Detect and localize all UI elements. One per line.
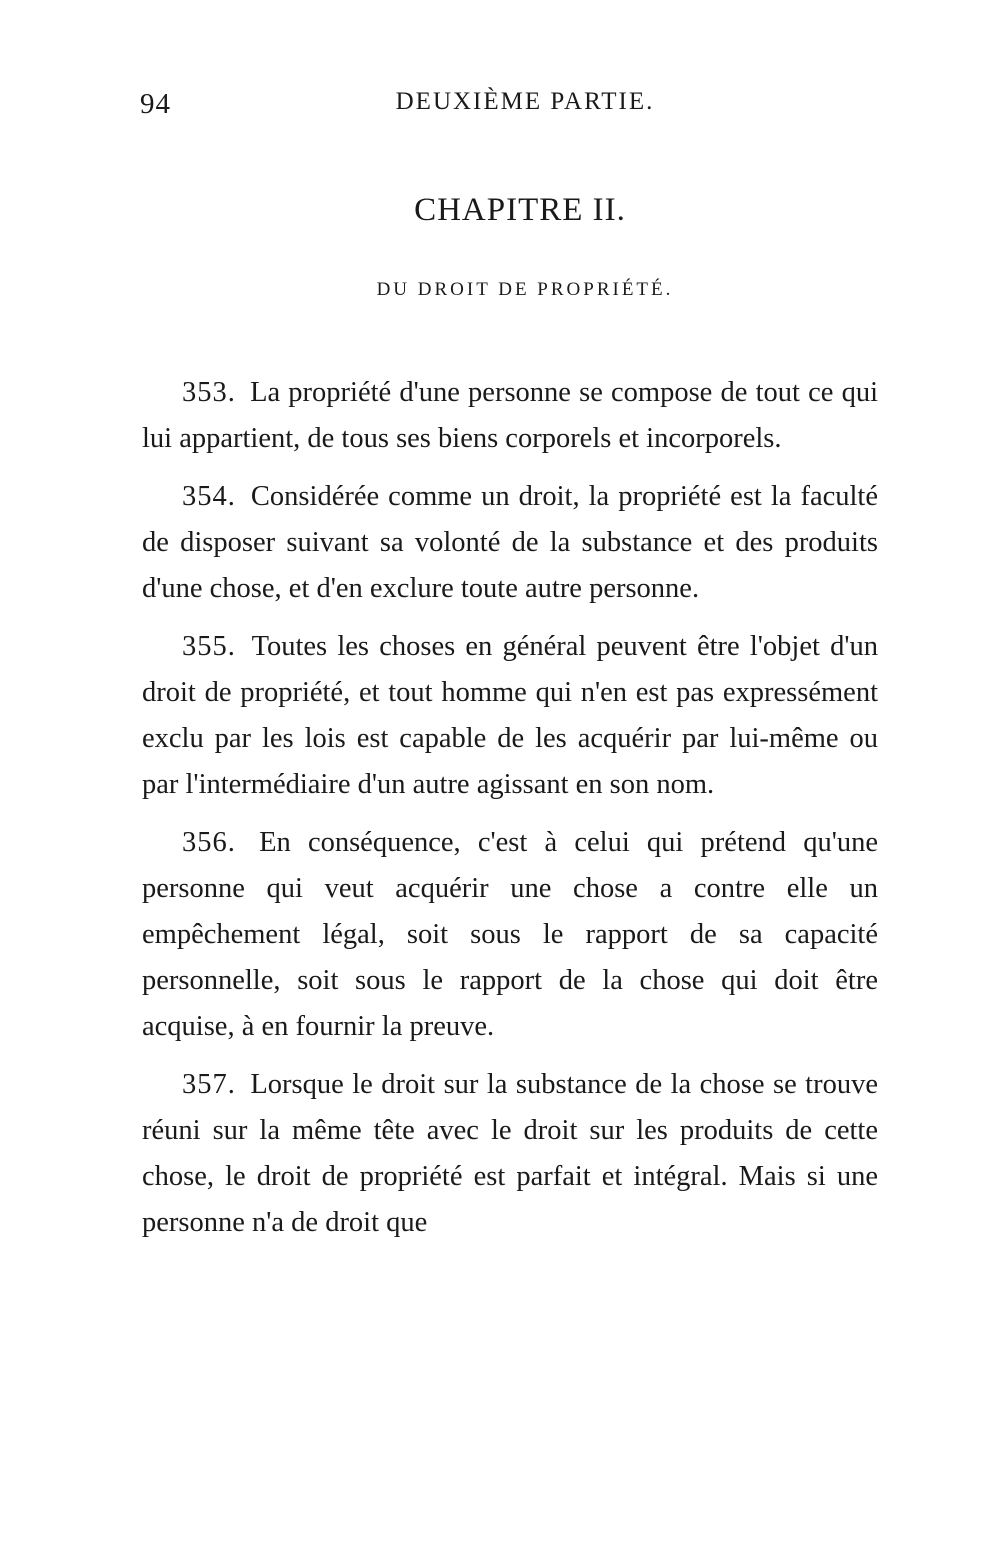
paragraph-357	[142, 1062, 878, 1246]
running-title: DEUXIÈME PARTIE.	[395, 88, 655, 115]
paragraph-text: Lorsque le droit sur la substance de la chose se trouve réuni sur la même tête avec le droit sur les produits de cette chose, le droit de propriété est parfait et intégral. Mais si une personne n'a de droit que	[142, 1069, 878, 1238]
paragraph-text: En conséquence, c'est à celui qui prétend qu'une personne qui veut acquérir une chose a contre elle un empêchement légal, soit sous le rapport de sa capacité personnelle, soit sous le rapport de la chose qui doit être acquise, à en fournir la preuve.	[142, 827, 878, 1042]
chapter-title: CHAPITRE II.	[414, 192, 626, 228]
body-text	[142, 370, 878, 1258]
paragraph-text: Considérée comme un droit, la propriété est la faculté de disposer suivant sa volonté de la substance et des produits d'une chose, et d'en exclure toute autre personne.	[142, 481, 879, 604]
paragraph-number: 356.	[182, 827, 236, 858]
paragraph-text: La propriété d'une personne se compose de tout ce qui lui appartient, de tous ses biens corporels et incorporels.	[142, 377, 878, 454]
running-head	[140, 88, 880, 128]
paragraph-number: 355.	[182, 631, 236, 662]
paragraph-number: 354.	[182, 481, 236, 512]
paragraph-356	[142, 820, 878, 1050]
chapter-subtitle: DU DROIT DE PROPRIÉTÉ.	[376, 279, 674, 300]
paragraph-number: 357.	[182, 1069, 236, 1100]
page-number: 94	[140, 88, 171, 120]
paragraph-353	[142, 370, 878, 462]
paragraph-number: 353.	[182, 377, 236, 408]
paragraph-354	[142, 474, 878, 612]
paragraph-text: Toutes les choses en général peuvent être l'objet d'un droit de propriété, et tout homme qui n'en est pas expressément exclu par les lois est capable de les acquérir par lui-même ou par l'intermédiaire d'un autre agissant en son nom.	[142, 631, 878, 800]
paragraph-355	[142, 624, 878, 808]
